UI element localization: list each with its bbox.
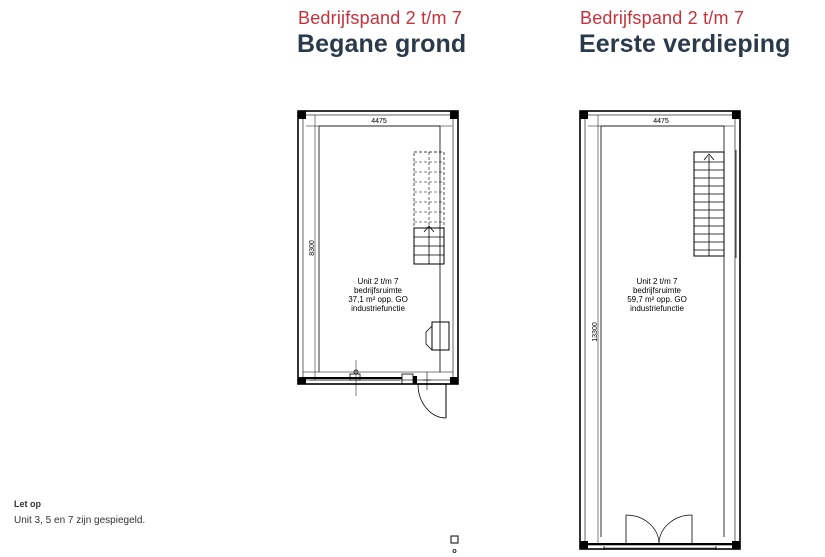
ground-front-door xyxy=(306,360,446,418)
note-text: Unit 3, 5 en 7 zijn gespiegeld. xyxy=(14,515,146,526)
ground-stair xyxy=(414,152,444,264)
ground-meter-box xyxy=(426,322,449,350)
first-width-dimension: 4475 xyxy=(653,118,669,125)
plan-subtitle-first: Bedrijfspand 2 t/m 7 xyxy=(580,8,745,28)
first-room-function: bedrijfsruimte xyxy=(632,286,682,295)
ground-north-marker xyxy=(451,536,458,553)
first-outer-wall xyxy=(580,111,740,549)
first-room-area: 59,7 m² opp. GO xyxy=(627,295,687,304)
first-room-name: Unit 2 t/m 7 xyxy=(636,277,678,286)
first-double-door xyxy=(588,515,732,550)
plan-subtitle-ground: Bedrijfspand 2 t/m 7 xyxy=(298,8,463,28)
first-room-use: industriefunctie xyxy=(630,304,684,313)
plan-title-ground: Begane grond xyxy=(297,30,467,58)
ground-room-use: industriefunctie xyxy=(351,304,405,313)
ground-inner-wall xyxy=(303,115,453,380)
first-floor-plan xyxy=(580,111,740,550)
note-heading: Let op xyxy=(14,499,41,509)
ground-room-area: 37,1 m² opp. GO xyxy=(348,295,408,304)
first-stair xyxy=(694,152,724,256)
first-depth-dimension: 13300 xyxy=(592,322,599,342)
first-inner-wall xyxy=(585,115,735,545)
ground-room-function: bedrijfsruimte xyxy=(353,286,403,295)
plan-title-first: Eerste verdieping xyxy=(579,30,791,58)
ground-width-dimension: 4475 xyxy=(371,118,387,125)
ground-room-name: Unit 2 t/m 7 xyxy=(357,277,399,286)
ground-floor-plan xyxy=(298,111,458,418)
ground-depth-dimension: 8300 xyxy=(309,240,316,256)
